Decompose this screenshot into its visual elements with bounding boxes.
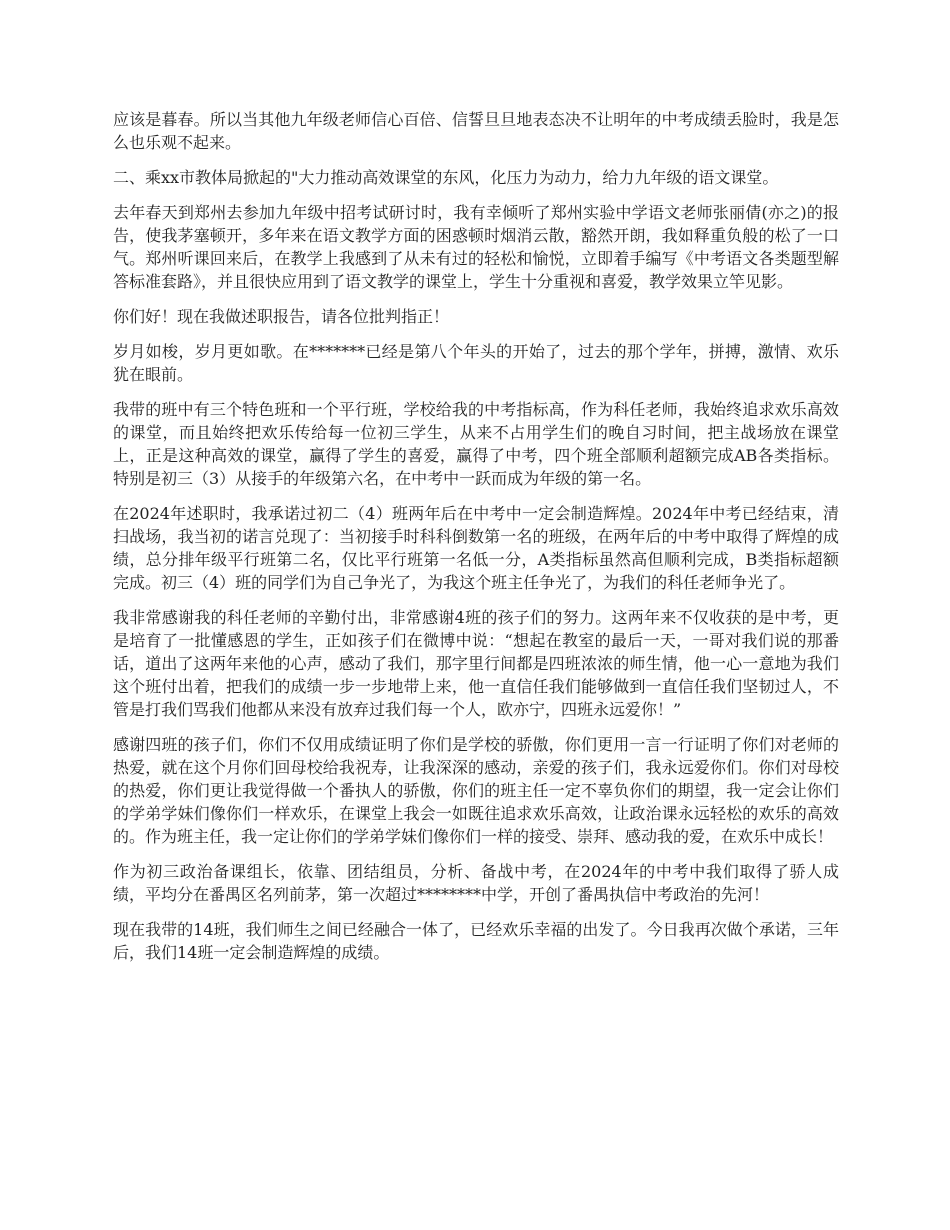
paragraph-3: 去年春天到郑州去参加九年级中招考试研讨时，我有幸倾听了郑州实验中学语文老师张丽倩(亦之)的报告，使我茅塞顿开，多年来在语文教学方面的困惑顿时烟消云散，豁然开朗，我如释重负般的松了一口气。郑州听课回来后，在教学上我感到了从未有过的轻松和愉悦，立即着手编写《中考语文各类题型解答标准套路》，并且很快应用到了语文教学的课堂上，学生十分重视和喜爱，教学效果立竿见影。 bbox=[113, 203, 839, 291]
paragraph-8: 我非常感谢我的科任老师的辛勤付出，非常感谢4班的孩子们的努力。这两年来不仅收获的是中考，更是培育了一批懂感恩的学生，正如孩子们在微博中说：“想起在教室的最后一天，一哥对我们说的那番话，道出了这两年来他的心声，感动了我们，那字里行间都是四班浓浓的师生情，他一心一意地为我们这个班付出着，把我们的成绩一步一步地带上来，他一直信任我们能够做到一直信任我们坚韧过人，不管是打我们骂我们他都从来没有放弃过我们每一个人，欧亦宁，四班永远爱你！” bbox=[113, 608, 839, 719]
paragraph-4: 你们好！现在我做述职报告，请各位批判指正！ bbox=[113, 307, 450, 326]
paragraph-7: 在2024年述职时，我承诺过初二（4）班两年后在中考中一定会制造辉煌。2024年中考已经结束，清扫战场，我当初的诺言兑现了：当初接手时科科倒数第一名的班级，在两年后的中考中取得了辉煌的成绩，总分排年级平行班第二名，仅比平行班第一名低一分，A类指标虽然高但顺利完成，B类指标超额完成。初三（4）班的同学们为自己争光了，为我这个班主任争光了，为我们的科任老师争光了。 bbox=[113, 504, 839, 592]
paragraph-11: 现在我带的14班，我们师生之间已经融合一体了，已经欢乐幸福的出发了。今日我再次做个承诺，三年后，我们14班一定会制造辉煌的成绩。 bbox=[113, 920, 839, 962]
paragraph-6: 我带的班中有三个特色班和一个平行班，学校给我的中考指标高，作为科任老师，我始终追求欢乐高效的课堂，而且始终把欢乐传给每一位初三学生，从来不占用学生们的晚自习时间，把主战场放在课堂上，正是这种高效的课堂，赢得了学生的喜爱，赢得了中考，四个班全部顺利超额完成AB各类指标。特别是初三（3）从接手的年级第六名，在中考中一跃而成为年级的第一名。 bbox=[113, 400, 839, 488]
paragraph-2: 二、乘xx市教体局掀起的"大力推动高效课堂的东风，化压力为动力，给力九年级的语文课堂。 bbox=[113, 168, 779, 187]
paragraph-1: 应该是暮春。所以当其他九年级老师信心百倍、信誓旦旦地表态决不让明年的中考成绩丢脸时，我是怎么也乐观不起来。 bbox=[113, 110, 839, 152]
paragraph-5: 岁月如梭，岁月更如歌。在*******已经是第八个年头的开始了，过去的那个学年，拼搏，激情、欢乐犹在眼前。 bbox=[113, 342, 839, 384]
paragraph-10: 作为初三政治备课组长，依靠、团结组员，分析、备战中考，在2024年的中考中我们取得了骄人成绩，平均分在番禺区名列前茅，第一次超过********中学，开创了番禺执信中考政治的先河！ bbox=[113, 862, 839, 904]
paragraph-9: 感谢四班的孩子们，你们不仅用成绩证明了你们是学校的骄傲，你们更用一言一行证明了你们对老师的热爱，就在这个月你们回母校给我祝寿，让我深深的感动，亲爱的孩子们，我永远爱你们。你们对母校的热爱，你们更让我觉得做一个番执人的骄傲，你们的班主任一定不辜负你们的期望，我一定会让你们的学弟学妹们像你们一样欢乐，在课堂上我会一如既往追求欢乐高效，让政治课永远轻松的欢乐的高效的。作为班主任，我一定让你们的学弟学妹们像你们一样的接受、崇拜、感动我的爱，在欢乐中成长！ bbox=[113, 735, 839, 846]
document-body bbox=[113, 108, 839, 964]
